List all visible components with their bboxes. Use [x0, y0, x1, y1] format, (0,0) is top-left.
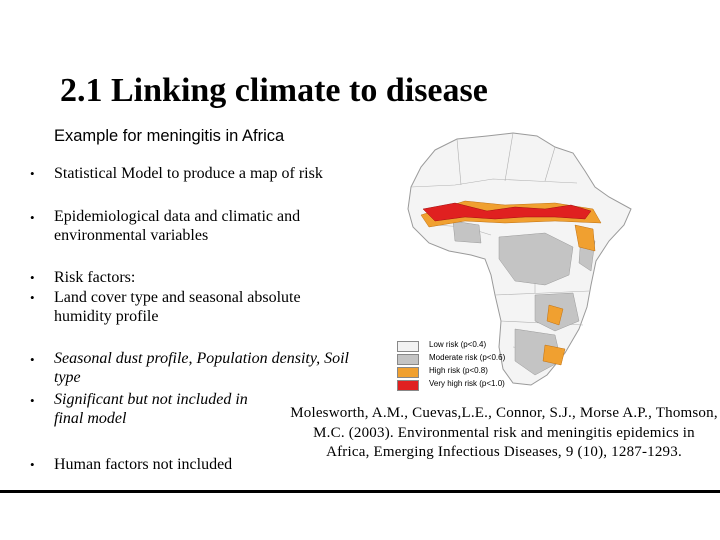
legend-label: Very high risk (p<1.0): [429, 379, 505, 388]
bullet-marker: •: [30, 352, 35, 367]
bullet-human-factors: Human factors not included: [54, 456, 233, 473]
bullet-epidemiological-data: Epidemiological data and climatic and environmental variables: [54, 208, 301, 244]
citation-reference: Molesworth, A.M., Cuevas,L.E., Connor, S.J., Morse A.P., Thomson, M.C. (2003). Environmental risk and meningitis epidemics in Africa, Emerging Infectious Diseases, 9 (10), 1287-1293.: [290, 405, 718, 460]
legend-swatch: [397, 367, 419, 378]
bullet-marker: •: [30, 166, 35, 181]
bullet-marker: •: [30, 210, 35, 225]
legend-label: Moderate risk (p<0.6): [429, 353, 506, 362]
slide-subtitle: Example for meningitis in Africa: [54, 127, 285, 145]
bullet-risk-factors: Risk factors:: [54, 269, 136, 286]
legend-swatch: [397, 341, 419, 352]
bullet-statistical-model: Statistical Model to produce a map of risk: [54, 165, 323, 182]
bottom-divider: [0, 490, 720, 493]
legend-swatch: [397, 354, 419, 365]
slide-title: 2.1 Linking climate to disease: [60, 72, 488, 109]
bullet-marker: •: [30, 457, 35, 472]
bullet-land-cover: Land cover type and seasonal absolute humidity profile: [54, 289, 301, 325]
bullet-not-included: Significant but not included in final model: [54, 391, 248, 427]
bullet-marker: •: [30, 393, 35, 408]
bullet-dust-profile: Seasonal dust profile, Population density, Soil type: [54, 350, 349, 386]
bullet-marker: •: [30, 270, 35, 285]
legend-swatch: [397, 380, 419, 391]
legend-label: Low risk (p<0.4): [429, 340, 487, 349]
legend-label: High risk (p<0.8): [429, 366, 488, 375]
bullet-marker: •: [30, 290, 35, 305]
